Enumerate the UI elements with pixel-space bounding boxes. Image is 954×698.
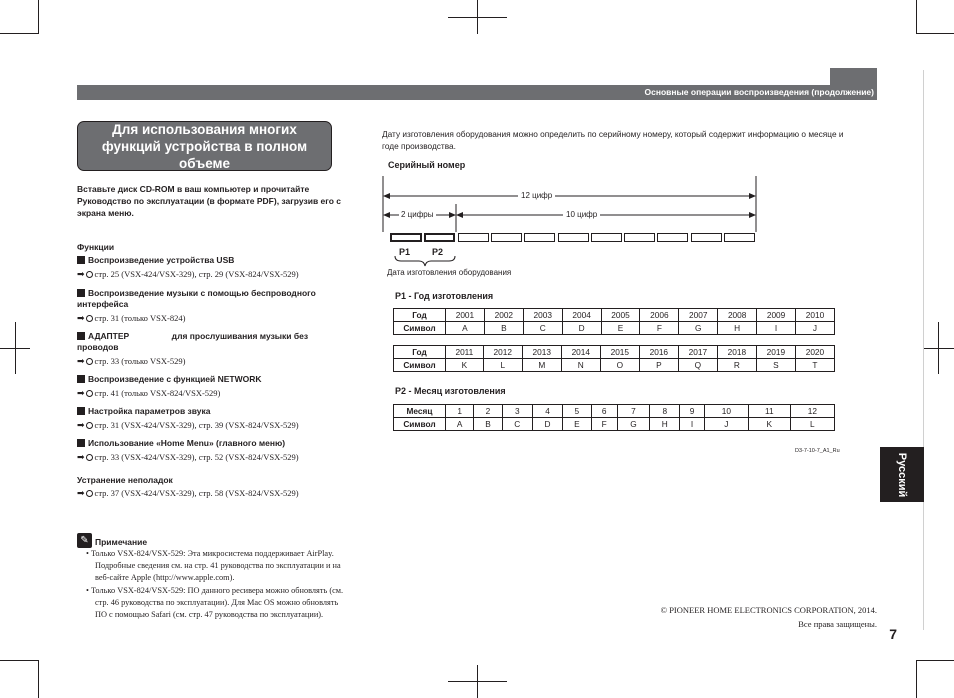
function-ref-adapter: ➡ стр. 33 (только VSX-529) xyxy=(77,356,186,367)
serial-box xyxy=(624,233,655,242)
function-item-wireless: Воспроизведение музыки с помощью беспроводного интерфейса xyxy=(77,288,316,309)
total-right-arrowhead xyxy=(749,193,756,199)
month-cell: 10 xyxy=(704,405,748,418)
p2-label: P2 xyxy=(432,247,444,257)
page-number: 7 xyxy=(889,626,897,642)
serial-box xyxy=(458,233,489,242)
header-tab xyxy=(830,68,877,86)
symbol-cell: F xyxy=(640,322,679,335)
p1-label: P1 xyxy=(399,247,411,257)
serial-box xyxy=(524,233,555,242)
copyright-line: © PIONEER HOME ELECTRONICS CORPORATION, 2014. xyxy=(660,605,877,615)
symbol-cell: B xyxy=(484,322,523,335)
two-digits-label: 2 цифры xyxy=(401,210,434,219)
month-cell: 8 xyxy=(650,405,680,418)
symbol-cell: O xyxy=(600,359,639,372)
section-title: Для использования многих функций устройства в полном объеме xyxy=(101,121,308,171)
serial-box xyxy=(591,233,622,242)
serial-box xyxy=(724,233,755,242)
intro-text: Вставьте диск CD-ROM в ваш компьютер и прочитайте Руководство по эксплуатации (в формате PDF), загрузив его с экрана меню. xyxy=(77,184,341,218)
symbol-row-header: Символ xyxy=(394,322,446,335)
twelve-digits-label: 12 цифр xyxy=(518,191,555,200)
year-cell: 2020 xyxy=(795,346,834,359)
ten-digit-right-arrowhead xyxy=(749,212,756,218)
month-cell: 11 xyxy=(749,405,791,418)
month-cell: 9 xyxy=(680,405,704,418)
function-ref-sound: ➡ стр. 31 (VSX-424/VSX-329), стр. 39 (VSX-824/VSX-529) xyxy=(77,420,299,431)
section-title-box xyxy=(77,121,332,171)
function-ref-wireless: ➡ стр. 31 (только VSX-824) xyxy=(77,313,186,324)
symbol-row-header: Символ xyxy=(394,359,446,372)
symbol-cell: B xyxy=(474,418,502,431)
symbol-cell: E xyxy=(601,322,640,335)
year-table-2 xyxy=(393,345,835,372)
symbol-cell: Q xyxy=(678,359,717,372)
ten-digits-label: 10 цифр xyxy=(563,210,600,219)
note-item-2: • Только VSX-824/VSX-529: ПО данного ресивера можно обновлять (см. стр. 46 руководства по эксплуатации). Для Mac OS можно обновлять ПО с помощью Safari (см. стр. 47 руководства по эксплуатации). xyxy=(86,586,344,619)
year-cell: 2004 xyxy=(562,309,601,322)
year-row xyxy=(394,309,835,322)
year-cell: 2010 xyxy=(796,309,835,322)
symbol-row xyxy=(394,418,835,431)
year-cell: 2018 xyxy=(717,346,756,359)
function-ref-home-menu: ➡ стр. 33 (VSX-424/VSX-329), стр. 52 (VSX-824/VSX-529) xyxy=(77,452,299,463)
symbol-cell: L xyxy=(790,418,834,431)
symbol-cell: D xyxy=(562,322,601,335)
year-cell: 2014 xyxy=(561,346,600,359)
year-cell: 2007 xyxy=(679,309,718,322)
month-cell: 3 xyxy=(502,405,532,418)
year-table-1 xyxy=(393,308,835,335)
symbol-cell: K xyxy=(749,418,791,431)
year-cell: 2012 xyxy=(483,346,522,359)
month-cell: 1 xyxy=(446,405,474,418)
month-cell: 7 xyxy=(617,405,649,418)
symbol-cell: H xyxy=(650,418,680,431)
symbol-cell: E xyxy=(563,418,591,431)
year-cell: 2015 xyxy=(600,346,639,359)
symbol-cell: S xyxy=(756,359,795,372)
month-cell: 5 xyxy=(563,405,591,418)
year-cell: 2009 xyxy=(757,309,796,322)
symbol-row xyxy=(394,322,835,335)
year-cell: 2011 xyxy=(446,346,484,359)
manufacture-date-caption: Дата изготовления оборудования xyxy=(387,268,512,277)
total-left-arrowhead xyxy=(383,193,390,199)
note-item-1: • Только VSX-824/VSX-529: Эта микросистема поддерживает AirPlay. Подробные сведения см. на стр. 41 руководства по эксплуатации и на веб-сайте Apple (http://www.apple.com). xyxy=(86,549,341,582)
two-digit-right-arrowhead xyxy=(449,212,456,218)
date-intro-text: Дату изготовления оборудования можно определить по серийному номеру, который содержит информацию о месяце и годе производства. xyxy=(382,129,844,151)
serial-box xyxy=(558,233,589,242)
month-cell: 6 xyxy=(591,405,617,418)
symbol-cell: L xyxy=(483,359,522,372)
year-cell: 2006 xyxy=(640,309,679,322)
month-cell: 4 xyxy=(532,405,562,418)
serial-diagram xyxy=(370,172,770,242)
year-cell: 2013 xyxy=(522,346,561,359)
serial-box xyxy=(657,233,688,242)
symbol-cell: R xyxy=(717,359,756,372)
serial-box-p1 xyxy=(390,233,422,242)
serial-number-label: Серийный номер xyxy=(388,160,466,170)
symbol-row-header: Символ xyxy=(394,418,446,431)
two-digit-left-arrowhead xyxy=(383,212,390,218)
symbol-row xyxy=(394,359,835,372)
symbol-cell: I xyxy=(757,322,796,335)
document-code: D3-7-10-7_A1_Ru xyxy=(795,448,840,454)
function-ref-usb: ➡ стр. 25 (VSX-424/VSX-329), стр. 29 (VSX-824/VSX-529) xyxy=(77,269,299,280)
year-cell: 2019 xyxy=(756,346,795,359)
symbol-cell: D xyxy=(532,418,562,431)
symbol-cell: G xyxy=(679,322,718,335)
symbol-cell: A xyxy=(446,322,485,335)
symbol-cell: P xyxy=(639,359,678,372)
p2-heading: P2 - Месяц изготовления xyxy=(395,386,506,396)
year-cell: 2008 xyxy=(718,309,757,322)
symbol-cell: C xyxy=(523,322,562,335)
function-ref-network: ➡ стр. 41 (только VSX-824/VSX-529) xyxy=(77,388,221,399)
function-item-network: Воспроизведение с функцией NETWORK xyxy=(77,374,337,385)
symbol-cell: C xyxy=(502,418,532,431)
year-row xyxy=(394,346,835,359)
year-cell: 2005 xyxy=(601,309,640,322)
month-cell: 12 xyxy=(790,405,834,418)
year-row-header: Год xyxy=(394,346,446,359)
note-pencil-icon: ✎ xyxy=(77,533,92,548)
troubleshooting-ref: ➡ стр. 37 (VSX-424/VSX-329), стр. 58 (VSX-824/VSX-529) xyxy=(77,488,299,499)
month-row xyxy=(394,405,835,418)
symbol-cell: M xyxy=(522,359,561,372)
note-title: Примечание xyxy=(95,537,148,547)
serial-box xyxy=(491,233,522,242)
symbol-cell: I xyxy=(680,418,704,431)
serial-box-p2 xyxy=(424,233,455,242)
year-cell: 2002 xyxy=(484,309,523,322)
function-item-home-menu: Использование «Home Menu» (главного меню) xyxy=(77,438,337,449)
symbol-cell: T xyxy=(795,359,834,372)
copyright xyxy=(661,603,877,631)
symbol-cell: H xyxy=(718,322,757,335)
rights-line: Все права защищены. xyxy=(798,619,877,629)
month-cell: 2 xyxy=(474,405,502,418)
p1-heading: P1 - Год изготовления xyxy=(395,291,494,301)
symbol-cell: N xyxy=(561,359,600,372)
symbol-cell: K xyxy=(446,359,484,372)
function-item-sound: Настройка параметров звука xyxy=(77,406,337,417)
header-section-title: Основные операции воспроизведения (продолжение) xyxy=(644,87,874,97)
p-brace xyxy=(393,255,457,267)
functions-heading: Функции xyxy=(77,242,115,252)
year-cell: 2016 xyxy=(639,346,678,359)
serial-box xyxy=(691,233,722,242)
year-cell: 2003 xyxy=(523,309,562,322)
symbol-cell: F xyxy=(591,418,617,431)
ten-digit-left-arrowhead xyxy=(456,212,463,218)
month-row-header: Месяц xyxy=(394,405,446,418)
function-item-adapter: АДАПТЕР для прослушивания музыки без проводов xyxy=(77,331,311,352)
brace-path xyxy=(395,256,455,266)
function-item-usb: Воспроизведение устройства USB xyxy=(77,255,337,266)
symbol-cell: J xyxy=(796,322,835,335)
symbol-cell: A xyxy=(446,418,474,431)
year-cell: 2017 xyxy=(678,346,717,359)
language-tab-label: Русский xyxy=(896,452,908,497)
year-cell: 2001 xyxy=(446,309,485,322)
symbol-cell: J xyxy=(704,418,748,431)
month-table xyxy=(393,404,835,431)
symbol-cell: G xyxy=(617,418,649,431)
language-tab xyxy=(880,447,924,502)
troubleshooting-heading: Устранение неполадок xyxy=(77,475,173,485)
year-row-header: Год xyxy=(394,309,446,322)
